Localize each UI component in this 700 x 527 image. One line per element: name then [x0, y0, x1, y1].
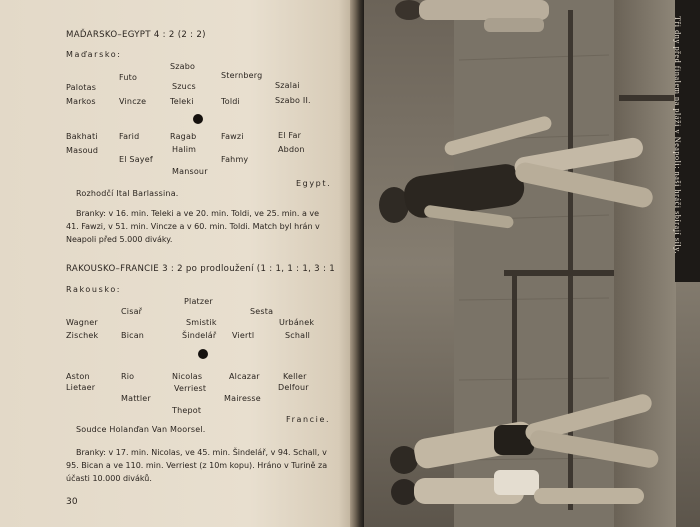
- player: Fahmy: [221, 155, 249, 164]
- page-number: 30: [66, 497, 78, 507]
- player: Urbánek: [279, 318, 315, 327]
- player: Halim: [172, 145, 197, 154]
- player: Abdon: [278, 145, 305, 154]
- right-page: [364, 0, 700, 527]
- player: Wagner: [66, 318, 98, 327]
- player: Szucs: [172, 82, 196, 91]
- player: Futo: [119, 73, 138, 82]
- player: Viertl: [232, 331, 255, 340]
- player: Teleki: [170, 97, 194, 106]
- player: Toldi: [221, 97, 240, 106]
- ball-divider-icon: [193, 114, 203, 124]
- player: Zischek: [66, 331, 99, 340]
- player: Sesta: [250, 307, 274, 316]
- player: El Sayef: [119, 155, 153, 164]
- player: Alcazar: [229, 372, 260, 381]
- player: Platzer: [184, 297, 213, 306]
- player: El Far: [278, 131, 302, 140]
- player: Šindelář: [182, 331, 217, 340]
- player: Farid: [119, 132, 140, 141]
- player: Aston: [66, 372, 90, 381]
- player: Bican: [121, 331, 145, 340]
- player: Ragab: [170, 132, 197, 141]
- player: Szabo: [170, 62, 196, 71]
- player: Keller: [283, 372, 307, 381]
- player: Vincze: [119, 97, 147, 106]
- player: Fawzi: [221, 132, 244, 141]
- match2-heading: RAKOUSKO–FRANCIE 3 : 2 po prodloužení (1 : 1, 1 : 1, 3 : 1: [66, 264, 335, 274]
- player: Szalai: [275, 81, 300, 90]
- player: Masoud: [66, 146, 99, 155]
- player: Thepot: [172, 406, 202, 415]
- player: Nicolas: [172, 372, 203, 381]
- match1-team1-label: Maďarsko:: [66, 50, 122, 59]
- match1-team2-label: Egypt.: [296, 179, 332, 188]
- player: Schall: [285, 331, 311, 340]
- player: Bakhati: [66, 132, 98, 141]
- player: Delfour: [278, 383, 309, 392]
- match2-team1-label: Rakousko:: [66, 285, 122, 294]
- photo-caption: Tři dny před finalem na pláži v Neapoli: naši hráči sbírají síly.: [673, 16, 682, 254]
- match2-goals-paragraph: Branky: v 17. min. Nicolas, ve 45. min. Šindelář, v 94. Schall, v 95. Bican a ve 110. min. Verriest (z 10m kopu). Hráno v Turině za účasti 10.000 diváků.: [66, 448, 328, 483]
- player: Szabo II.: [275, 96, 311, 105]
- player: Rio: [121, 372, 135, 381]
- player: Lietaer: [66, 383, 96, 392]
- player: Mairesse: [224, 394, 261, 403]
- match1-referee: Rozhodčí Ital Barlassina.: [76, 189, 179, 198]
- match2-referee: Soudce Holanďan Van Moorsel.: [76, 425, 206, 434]
- match1-heading: MAĎARSKO–EGYPT 4 : 2 (2 : 2): [66, 30, 206, 40]
- match1-goals-paragraph: Branky: v 16. min. Teleki a ve 20. min. Toldi, ve 25. min. a ve 41. Fawzi, v 51. min. Vincze a v 60. min. Toldi. Match byl hrán v Neapoli před 5.000 diváky.: [66, 209, 320, 244]
- player: Mattler: [121, 394, 151, 403]
- player: Cisař: [121, 307, 143, 316]
- player: Verriest: [174, 384, 207, 393]
- beach-photo: [364, 0, 700, 527]
- player: Palotas: [66, 83, 97, 92]
- book-gutter: [350, 0, 364, 527]
- player: Markos: [66, 97, 96, 106]
- match2-team2-label: Francie.: [286, 415, 331, 424]
- ball-divider-icon: [198, 349, 208, 359]
- player: Sternberg: [221, 71, 263, 80]
- player: Mansour: [172, 167, 208, 176]
- player: Smistik: [186, 318, 217, 327]
